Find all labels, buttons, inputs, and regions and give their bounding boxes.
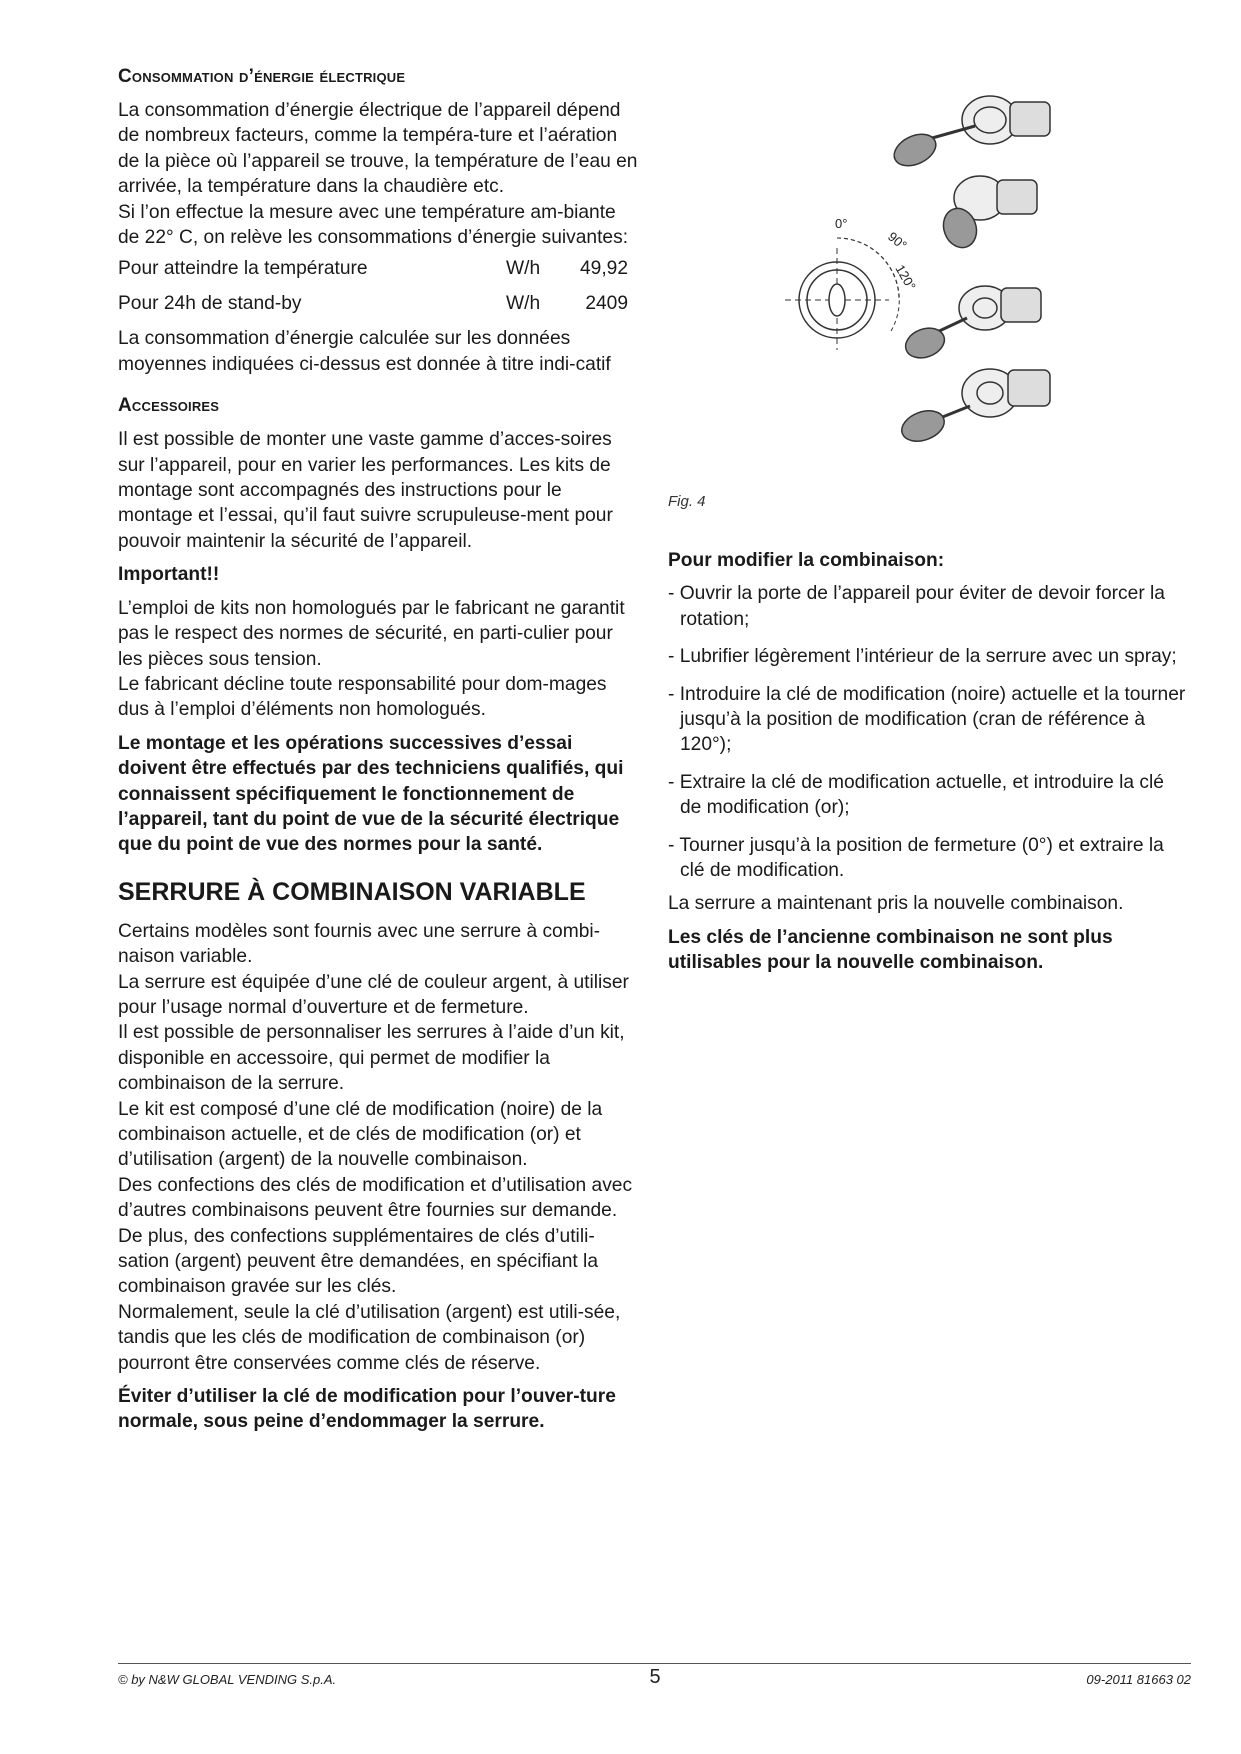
consumption-unit: W/h [506, 258, 541, 280]
document-code: 09-2011 81663 02 [1086, 1672, 1191, 1687]
paragraph: Si l’on effectue la mesure avec une température am-biante de 22° C, on relève les consommations d’énergie suivantes: [118, 201, 629, 249]
angle-label: 0° [835, 216, 848, 231]
paragraph: La consommation d’énergie électrique de l’appareil dépend de nombreux facteurs, comme la tempéra-ture et l’aération de la pièce où l’appareil se trouve, la température de l’eau en arrivée, la température dans la chaudière etc. [118, 100, 638, 198]
paragraph: Des confections des clés de modification et d’utilisation avec d’autres combinaisons peuvent être fournies sur demande. [118, 1174, 633, 1222]
angle-label: 90° [885, 228, 910, 253]
angle-label: 120° [892, 262, 919, 293]
list-item: - Lubrifier légèrement l’intérieur de la serrure avec un spray; [668, 646, 1177, 668]
consumption-value: 2409 [585, 293, 628, 315]
warning-paragraph: Les clés de l’ancienne combinaison ne sont plus utilisables pour la nouvelle combinaison. [668, 926, 1113, 974]
consumption-label: Pour 24h de stand-by [118, 293, 302, 315]
lock-figure [775, 88, 1085, 468]
paragraph: Certains modèles sont fournis avec une serrure à combi-naison variable. [118, 920, 601, 968]
footer-divider [118, 1663, 1191, 1664]
list-item: - Tourner jusqu’à la position de fermeture (0°) et extraire la clé de modification. [668, 834, 1164, 882]
lock-illustration [775, 88, 1085, 468]
heading-accessories: Accessoires [118, 395, 220, 417]
cylinder-icon [938, 176, 1037, 252]
consumption-row [118, 291, 638, 316]
list-item: - Extraire la clé de modification actuelle, et introduire la clé de modification (or); [668, 771, 1164, 819]
consumption-label: Pour atteindre la température [118, 258, 368, 280]
footer-copyright: © by N&W GLOBAL VENDING S.p.A. [118, 1672, 337, 1687]
warning-paragraph: Le montage et les opérations successives d’essai doivent être effectués par des techniciens qualifiés, qui connaissent spécifiquement le fonctionnement de l’appareil, tant du point de vue de la sécurité électrique que du point de vue des normes pour la santé. [118, 732, 624, 856]
paragraph: La consommation d’énergie calculée sur les données moyennes indiquées ci-dessus est donnée à titre indi-catif [118, 328, 611, 375]
paragraph: La serrure a maintenant pris la nouvelle combinaison. [668, 893, 1124, 915]
paragraph: Normalement, seule la clé d’utilisation (argent) est utili-sée, tandis que les clés de modification de combinaison (or) pourront être conservées comme clés de réserve. [118, 1301, 621, 1374]
left-column [118, 66, 638, 1443]
paragraph: Il est possible de personnaliser les serrures à l’aide d’un kit, disponible en accessoire, qui permet de modifier la combinaison de la serrure. [118, 1022, 625, 1095]
important-label: Important!! [118, 564, 220, 586]
warning-paragraph: Éviter d’utiliser la clé de modification pour l’ouver-ture normale, sous peine d’endommager la serrure. [118, 1386, 616, 1433]
figure-caption: Fig. 4 [668, 493, 706, 510]
paragraph: L’emploi de kits non homologués par le fabricant ne garantit pas le respect des normes de sécurité, en parti-culier pour les pièces sous tension. [118, 597, 625, 670]
cylinder-icon [898, 369, 1050, 447]
page-number: 5 [649, 1666, 661, 1688]
cylinder-icon [889, 96, 1050, 172]
heading-energy: Consommation d’énergie électrique [118, 66, 406, 87]
consumption-value: 49,92 [579, 258, 628, 280]
paragraph: Le fabricant décline toute responsabilité pour dom-mages dus à l’emploi d’éléments non homologués. [118, 673, 607, 721]
paragraph: La serrure est équipée d’une clé de couleur argent, à utiliser pour l’usage normal d’ouverture et de fermeture. [118, 971, 629, 1018]
list-item: - Introduire la clé de modification (noire) actuelle et la tourner jusqu’à la position de modification (cran de référence à 120°); [668, 683, 1186, 756]
heading-modify: Pour modifier la combinaison: [668, 550, 945, 571]
paragraph: Il est possible de monter une vaste gamme d’acces-soires sur l’appareil, pour en varier les performances. Les kits de montage sont accompagnés des instructions pour le montage et l’essai, qu’il faut suivre scrupuleuse-ment pour pouvoir maintenir la sécurité de l’appareil. [118, 429, 613, 552]
paragraph: Le kit est composé d’une clé de modification (noire) de la combinaison actuelle, et de clés de modification (or) et d’utilisation (argent) de la nouvelle combinaison. [118, 1098, 603, 1171]
list-item: - Ouvrir la porte de l’appareil pour éviter de devoir forcer la rotation; [668, 583, 1165, 630]
paragraph: De plus, des confections supplémentaires de clés d’utili-sation (argent) peuvent être demandées, en spécifiant la combinaison gravée sur les clés. [118, 1225, 598, 1298]
dial-icon [785, 238, 899, 350]
heading-lock: SERRURE À COMBINAISON VARIABLE [118, 877, 586, 906]
cylinder-icon [901, 286, 1041, 363]
consumption-unit: W/h [506, 293, 541, 315]
right-column [668, 548, 1188, 984]
consumption-row [118, 256, 638, 281]
